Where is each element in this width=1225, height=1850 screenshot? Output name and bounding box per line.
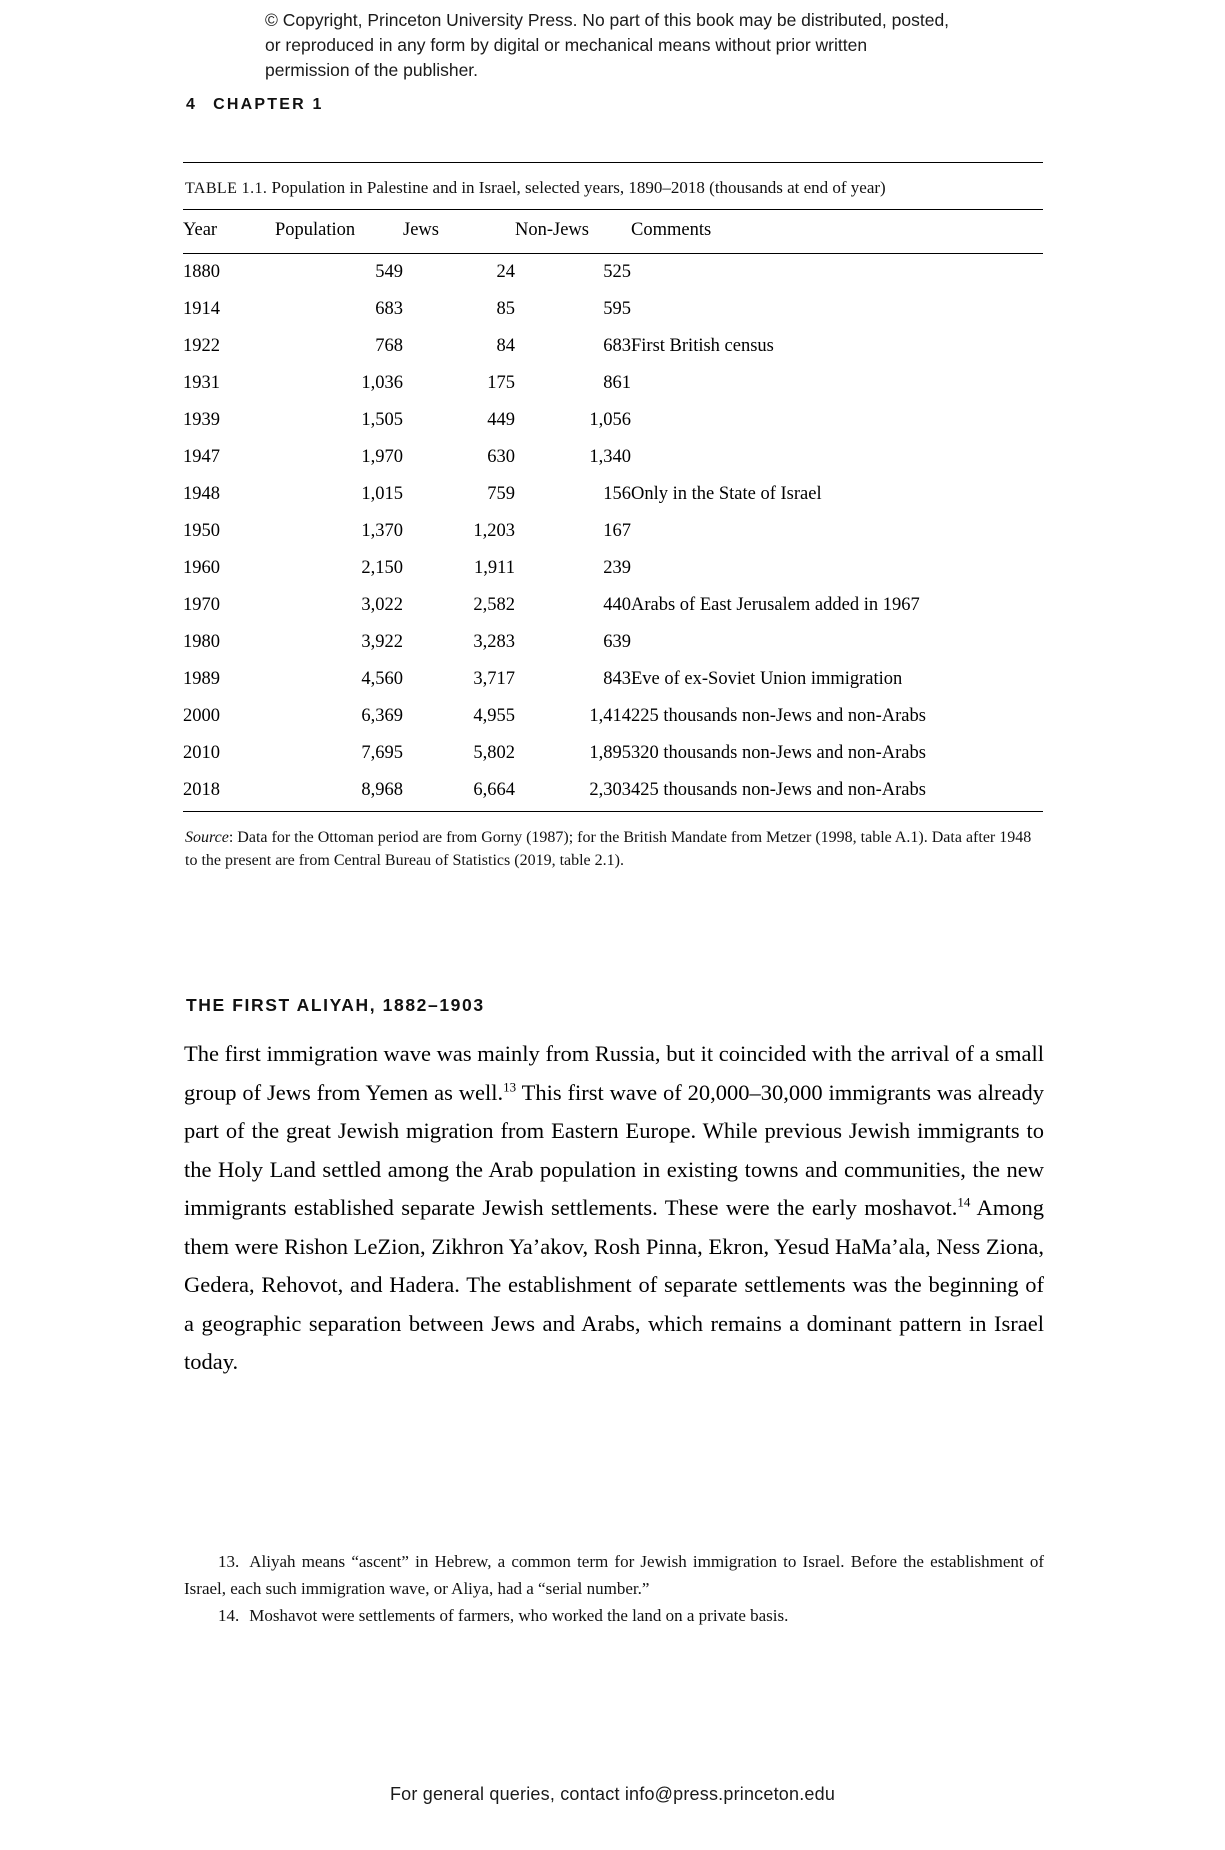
table-source-note (183, 826, 1043, 872)
cell-population: 1,036 (361, 373, 403, 393)
cell-population: 549 (375, 262, 403, 282)
cell-population: 3,922 (361, 632, 403, 652)
cell-year: 1880 (183, 262, 220, 282)
column-header-population: Population (275, 210, 403, 254)
cell-population: 2,150 (361, 558, 403, 578)
cell-jews: 1,911 (474, 558, 515, 578)
cell-jews: 3,283 (473, 632, 515, 652)
table-header-row (183, 210, 1043, 254)
cell-jews: 5,802 (473, 743, 515, 763)
cell-population: 1,505 (361, 410, 403, 430)
cell-comments (631, 550, 1043, 587)
cell-jews: 24 (496, 262, 515, 282)
page-footer: For general queries, contact info@press.princeton.edu (389, 1784, 836, 1804)
cell-comments (631, 365, 1043, 402)
cell-nonjews: 1,414 (589, 706, 631, 726)
cell-population: 1,015 (361, 484, 403, 504)
cell-population: 1,970 (361, 447, 403, 467)
cell-nonjews: 525 (603, 262, 631, 282)
source-text: : Data for the Ottoman period are from Gorny (1987); for the British Mandate from Metzer (1998, table A.1). Data after 1948 to the present are from Central Bureau of Statistics (2019, table 2.1). (185, 829, 1032, 869)
cell-nonjews: 639 (603, 632, 631, 652)
cell-comments (631, 624, 1043, 661)
column-header-year: Year (183, 210, 275, 254)
cell-nonjews: 861 (603, 373, 631, 393)
footnote-text: Aliyah means “ascent” in Hebrew, a common term for Jewish immigration to Israel. Before the establishment of Israel, each such immigration wave, or Aliya, had a “serial number.” (184, 1552, 1044, 1598)
cell-nonjews: 1,340 (589, 447, 631, 467)
table-row (183, 624, 1043, 661)
cell-nonjews: 167 (603, 521, 631, 541)
cell-nonjews: 683 (603, 336, 631, 356)
cell-jews: 759 (487, 484, 515, 504)
footnotes-block (184, 1548, 1044, 1629)
cell-comments (631, 513, 1043, 550)
cell-jews: 449 (487, 410, 515, 430)
cell-comments (631, 402, 1043, 439)
cell-year: 1950 (183, 521, 220, 541)
cell-nonjews: 1,056 (589, 410, 631, 430)
cell-nonjews: 2,303 (515, 772, 631, 812)
cell-comments: Only in the State of Israel (631, 484, 822, 504)
cell-comments (631, 254, 1043, 292)
cell-nonjews: 156 (603, 484, 631, 504)
table-row (183, 587, 1043, 624)
cell-year: 2018 (183, 772, 275, 812)
table-row (183, 698, 1043, 735)
footnote-marker-13: 13 (503, 1079, 517, 1094)
cell-population: 7,695 (361, 743, 403, 763)
cell-year: 1989 (183, 669, 220, 689)
cell-year: 1980 (183, 632, 220, 652)
footnote-item (184, 1548, 1044, 1602)
source-label: Source (185, 829, 229, 846)
cell-year: 1970 (183, 595, 220, 615)
cell-population: 683 (375, 299, 403, 319)
cell-jews: 3,717 (473, 669, 515, 689)
table-row (183, 328, 1043, 365)
cell-jews: 6,664 (403, 772, 515, 812)
cell-year: 1960 (183, 558, 220, 578)
table-row (183, 550, 1043, 587)
table-row (183, 772, 1043, 812)
cell-year: 1914 (183, 299, 220, 319)
cell-year: 2000 (183, 706, 220, 726)
cell-comments: 225 thousands non-Jews and non-Arabs (631, 706, 926, 726)
cell-jews: 2,582 (473, 595, 515, 615)
table-row (183, 402, 1043, 439)
cell-year: 1939 (183, 410, 220, 430)
cell-year: 1922 (183, 336, 220, 356)
cell-comments: First British census (631, 336, 774, 356)
table-header (183, 210, 1043, 254)
cell-jews: 84 (496, 336, 515, 356)
table-row (183, 735, 1043, 772)
table-row (183, 661, 1043, 698)
running-head (186, 96, 324, 114)
body-paragraph (184, 1035, 1044, 1382)
population-table (183, 209, 1043, 812)
copyright-notice: © Copyright, Princeton University Press. No part of this book may be distributed, posted, or reproduced in any form by digital or mechanical means without prior written permission of the publisher. (265, 10, 950, 80)
footnote-marker-14: 14 (957, 1194, 971, 1210)
cell-year: 1948 (183, 484, 220, 504)
cell-population: 4,560 (361, 669, 403, 689)
page-number: 4 (186, 96, 198, 113)
cell-comments: Arabs of East Jerusalem added in 1967 (631, 595, 920, 615)
footnote-item (184, 1602, 1044, 1629)
cell-jews: 85 (496, 299, 515, 319)
footnote-number: 14. (218, 1606, 240, 1625)
table-row (183, 365, 1043, 402)
chapter-label: CHAPTER 1 (213, 96, 324, 113)
table-label: TABLE 1.1. (185, 180, 268, 197)
cell-population: 3,022 (361, 595, 403, 615)
cell-nonjews: 595 (603, 299, 631, 319)
cell-population: 1,370 (361, 521, 403, 541)
section-heading: THE FIRST ALIYAH, 1882–1903 (186, 995, 485, 1015)
cell-population: 8,968 (275, 772, 403, 812)
cell-population: 768 (375, 336, 403, 356)
cell-nonjews: 440 (603, 595, 631, 615)
table-row (183, 439, 1043, 476)
paragraph-part-2: This first wave of 20,000–30,000 immigrants was already part of the great Jewish migration from Eastern Europe. While previous Jewish immigrants to the Holy Land settled among the Arab population in existing towns and communities, the new immigrants established separate Jewish settlements. These were the early moshavot. (184, 1079, 1044, 1220)
cell-comments (631, 439, 1043, 476)
cell-comments: Eve of ex-Soviet Union immigration (631, 669, 903, 689)
cell-year: 1931 (183, 373, 220, 393)
paragraph-part-1: The first immigration wave was mainly from Russia, but it coincided with the arrival of a small group of Jews from Yemen as well. (184, 1041, 1044, 1105)
table-caption-text: Population in Palestine and in Israel, selected years, 1890–2018 (thousands at end of year) (267, 178, 886, 197)
cell-population: 6,369 (361, 706, 403, 726)
cell-jews: 4,955 (473, 706, 515, 726)
footnote-text: Moshavot were settlements of farmers, who worked the land on a private basis. (249, 1606, 789, 1625)
footnote-number: 13. (218, 1552, 240, 1571)
table-row (183, 291, 1043, 328)
column-header-nonjews: Non-Jews (515, 210, 631, 254)
table-body (183, 254, 1043, 812)
table-block (183, 162, 1043, 872)
table-caption (183, 163, 1043, 209)
cell-comments (631, 291, 1043, 328)
table-row (183, 513, 1043, 550)
cell-comments: 320 thousands non-Jews and non-Arabs (631, 743, 926, 763)
cell-nonjews: 239 (603, 558, 631, 578)
cell-nonjews: 843 (603, 669, 631, 689)
table-row (183, 254, 1043, 292)
table-row (183, 476, 1043, 513)
cell-jews: 175 (487, 373, 515, 393)
cell-jews: 630 (487, 447, 515, 467)
column-header-comments: Comments (631, 210, 1043, 254)
cell-jews: 1,203 (473, 521, 515, 541)
cell-year: 2010 (183, 743, 220, 763)
cell-comments: 425 thousands non-Jews and non-Arabs (631, 772, 1043, 812)
cell-nonjews: 1,895 (589, 743, 631, 763)
column-header-jews: Jews (403, 210, 515, 254)
paragraph-part-3: Among them were Rishon LeZion, Zikhron Ya’akov, Rosh Pinna, Ekron, Yesud HaMa’ala, Ness Ziona, Gedera, Rehovot, and Hadera. The establishment of separate settlements was the beginning of a geographic separation between Jews and Arabs, which remains a dominant pattern in Israel today. (184, 1195, 1045, 1374)
cell-year: 1947 (183, 447, 220, 467)
